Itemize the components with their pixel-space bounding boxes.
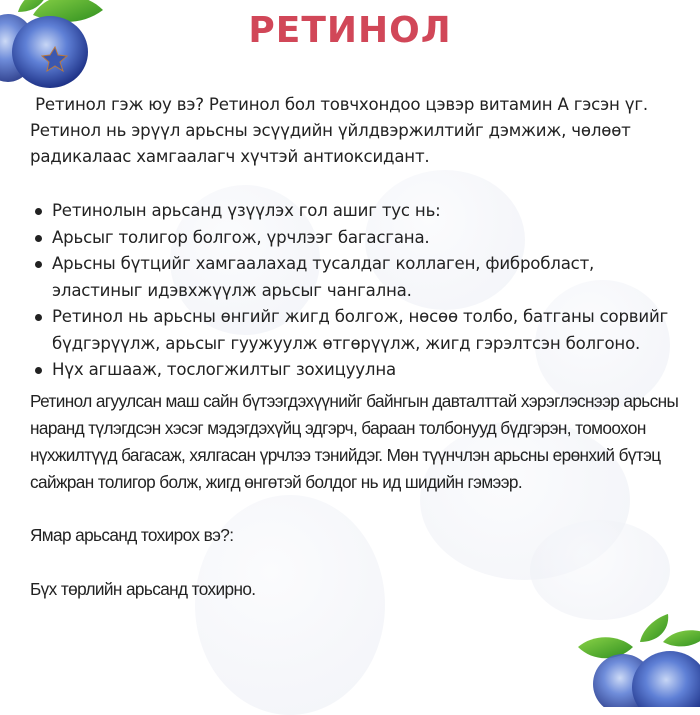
list-item: Ретинол нь арьсны өнгийг жигд болгож, нөсөө толбо, батганы сорвийг бүдгэрүүлж, арьсыг гуужуулж өтгөрүүлж, жигд гэрэлтсэн болгоно. — [52, 304, 680, 357]
list-item: Арьсыг толигор болгож, үрчлээг багасгана. — [52, 225, 680, 252]
suitability-answer: Бүх төрлийн арьсанд тохирно. — [30, 578, 256, 599]
list-item: Нүх агшааж, тослогжилтыг зохицуулна — [52, 357, 680, 384]
intro-paragraph: Ретинол гэж юу вэ? Ретинол бол товчхондоо цэвэр витамин А гэсэн үг. Ретинол нь эрүүл арьсны эсүүдийн үйлдвэржилтийг дэмжиж, чөлөөт радикалаас хамгаалагч хүчтэй антиоксидант. — [30, 95, 648, 166]
blueberry-icon — [578, 612, 700, 707]
list-item: Ретинолын арьсанд үзүүлэх гол ашиг тус нь: — [52, 198, 680, 225]
benefits-list — [30, 198, 680, 384]
list-item: Арьсны бүтцийг хамгаалахад тусалдаг коллаген, фибробласт, эластиныг идэвхжүүлж арьсыг чангална. — [52, 251, 680, 304]
page-title: РЕТИНОЛ — [248, 10, 452, 51]
article-body — [30, 92, 680, 603]
usage-paragraph: Ретинол агуулсан маш сайн бүтээгдэхүүнийг байнгын давталттай хэрэглэснээр арьсны наранд түлэгдсэн хэсэг мэдэгдэхүйц эдгэрч, бараан толбонууд бүдгэрэн, томоохон нүхжилтүүд багасаж, хялгасан үрчлээ тэнийдэг. Мөн түүнчлэн арьсны ерөнхий бүтэц сайжран толигор болж, жигд өнгөтэй болдог нь ид шидийн гэмээр. — [30, 390, 679, 492]
suitability-question: Ямар арьсанд тохирох вэ?: — [30, 524, 234, 545]
